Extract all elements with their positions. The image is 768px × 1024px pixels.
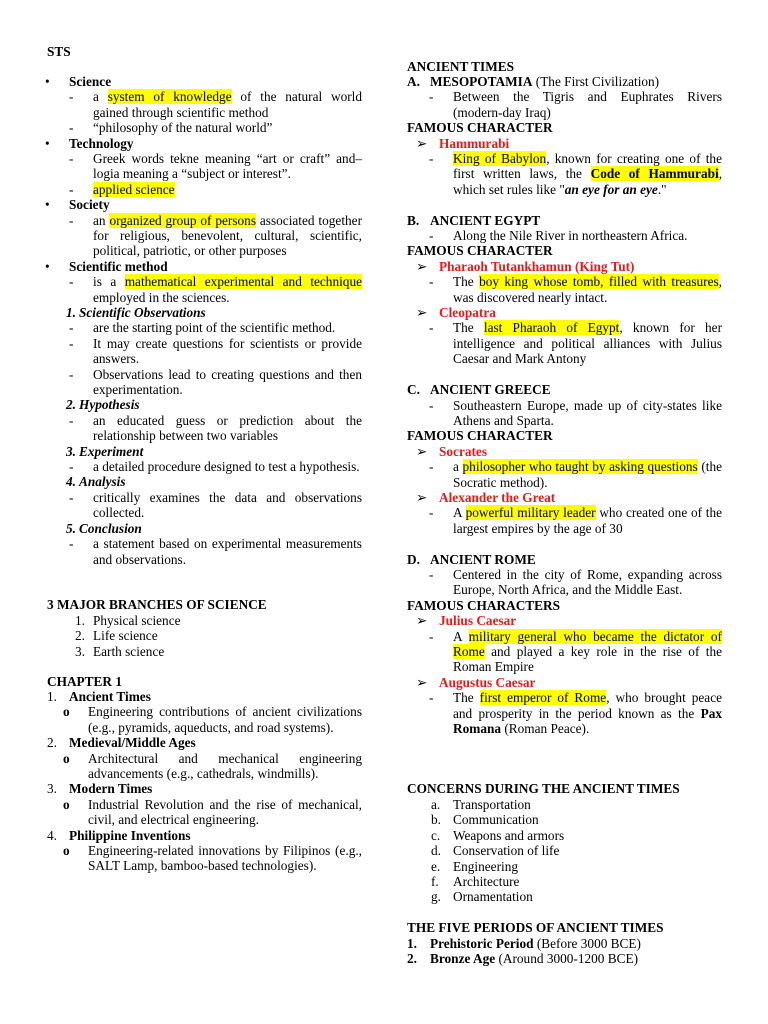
concern-letter: e. xyxy=(431,858,441,874)
section-letter: C. xyxy=(407,382,420,398)
chapter-item-text: Medieval/Middle Ages xyxy=(69,735,196,751)
dash-icon: - xyxy=(69,412,74,428)
famous-character-label: FAMOUS CHARACTER xyxy=(407,120,553,136)
period-number: 1. xyxy=(407,936,417,951)
section-spacer xyxy=(407,536,722,551)
civilization-location-text: Along the Nile River in northeastern Africa. xyxy=(453,228,688,244)
step-number: 1. xyxy=(66,305,76,320)
character-name xyxy=(407,490,722,505)
bullet-icon: • xyxy=(45,197,50,213)
character-description xyxy=(407,274,722,305)
concern-letter: b. xyxy=(431,812,441,828)
highlighted-text: military general who became the dictator of Rome xyxy=(453,628,722,659)
branch-item xyxy=(47,613,362,628)
step-item-text: It may create questions for scientists or provide answers. xyxy=(93,335,362,367)
step-item xyxy=(47,336,362,367)
famous-character-label: FAMOUS CHARACTERS xyxy=(407,597,561,613)
highlighted-text: mathematical experimental and technique xyxy=(124,274,363,290)
circle-bullet-icon: o xyxy=(63,843,70,859)
definition-item-text xyxy=(93,182,362,197)
method-step-text: Analysis xyxy=(79,474,126,490)
bold-italic-text: an eye for an eye xyxy=(564,181,658,197)
definition-item-text: an organized group of persons associated together for religious, benevolent, cultural, scientific, political, patriotic, or other purposes xyxy=(93,212,362,259)
bold-text: Pax Romana xyxy=(453,705,722,737)
character-name-text: Augustus Caesar xyxy=(439,674,536,690)
dash-icon: - xyxy=(429,274,434,290)
highlighted-text: first emperor of Rome xyxy=(479,690,607,706)
concern-item-text: Ornamentation xyxy=(453,889,533,905)
concern-letter: a. xyxy=(431,797,441,812)
step-item-text: Observations lead to creating questions and then experimentation. xyxy=(93,366,362,398)
civilization-location-text: Between the Tigris and Euphrates Rivers (modern-day Iraq) xyxy=(453,89,722,120)
branch-item-text: Physical science xyxy=(93,613,181,628)
concern-item xyxy=(407,812,722,827)
dash-icon: - xyxy=(429,690,434,706)
concerns-heading: CONCERNS DURING THE ANCIENT TIMES xyxy=(407,781,680,796)
civilization-location-text: Centered in the city of Rome, expanding across Europe, North Africa, and the Middle East. xyxy=(453,566,722,598)
chapter-item xyxy=(47,689,362,704)
definition-item xyxy=(47,182,362,197)
character-description-text: The last Pharaoh of Egypt, known for her intelligence and political alliances with Julius Caesar and Mark Antony xyxy=(453,320,723,367)
chapter-number: 3. xyxy=(47,781,57,797)
definition-item xyxy=(47,151,362,182)
chapter-item-text: Modern Times xyxy=(69,781,153,797)
civilization-location xyxy=(407,89,722,120)
branch-number: 1. xyxy=(75,613,85,628)
period-item xyxy=(407,936,722,951)
character-description xyxy=(407,320,722,366)
dash-icon: - xyxy=(69,335,74,351)
chapter-item xyxy=(47,781,362,796)
civilization-location xyxy=(407,398,722,429)
method-step-text: Hypothesis xyxy=(79,397,140,413)
highlighted-text: philosopher who taught by asking questions xyxy=(462,459,698,475)
step-item xyxy=(47,367,362,398)
dash-icon: - xyxy=(69,320,74,336)
civilization-subtitle: (The First Civilization) xyxy=(532,74,660,89)
step-item xyxy=(47,536,362,567)
highlighted-text: organized group of persons xyxy=(109,212,257,228)
branch-number: 3. xyxy=(75,643,85,659)
chapter-number: 1. xyxy=(47,689,57,704)
step-number: 3. xyxy=(66,443,76,459)
character-description-text: A military general who became the dictator of Rome and played a key role in the rise of the Roman Empire xyxy=(453,628,722,675)
method-step xyxy=(47,474,362,489)
periods-list xyxy=(407,936,722,967)
step-number: 4. xyxy=(66,474,76,490)
definition-term xyxy=(47,136,362,151)
famous-character-label: FAMOUS CHARACTER xyxy=(407,428,553,444)
dash-icon: - xyxy=(69,151,74,167)
character-description-text: The first emperor of Rome, who brought peace and prosperity in the period known as the Pax Romana (Roman Peace). xyxy=(453,690,723,737)
chapter-subitem xyxy=(47,843,362,874)
character-description xyxy=(407,629,722,675)
step-item xyxy=(47,490,362,521)
definition-item xyxy=(47,274,362,305)
branch-item-text: Life science xyxy=(93,628,158,644)
method-step-text: Scientific Observations xyxy=(79,305,206,320)
step-item xyxy=(47,459,362,474)
bullet-icon: • xyxy=(45,258,50,274)
dash-icon: - xyxy=(69,89,74,105)
arrow-bullet-icon: ➢ xyxy=(416,258,428,274)
chapter-heading: CHAPTER 1 xyxy=(47,674,122,689)
character-name-text: Julius Caesar xyxy=(439,613,517,629)
definition-term-text: Scientific method xyxy=(69,258,168,274)
civilization-heading xyxy=(407,213,722,228)
chapter-number: 4. xyxy=(47,827,57,843)
character-name xyxy=(407,259,722,274)
step-number: 2. xyxy=(66,397,76,413)
concern-item xyxy=(407,828,722,843)
highlighted-text: last Pharaoh of Egypt xyxy=(483,320,620,336)
chapter-subitem-text: Engineering-related innovations by Filipinos (e.g., SALT Lamp, bamboo-based technologies). xyxy=(88,843,362,874)
method-step xyxy=(47,397,362,412)
chapter-subitem-text: Engineering contributions of ancient civilizations (e.g., pyramids, aqueducts, and road systems). xyxy=(88,704,362,735)
period-item xyxy=(407,951,722,966)
character-description-text: a philosopher who taught by asking questions (the Socratic method). xyxy=(453,459,722,490)
dash-icon: - xyxy=(69,181,74,197)
branch-item-text: Earth science xyxy=(93,643,165,659)
concern-item-text: Engineering xyxy=(453,858,518,874)
bullet-icon: • xyxy=(45,74,50,89)
dash-icon: - xyxy=(69,366,74,382)
character-description xyxy=(407,690,722,736)
character-name xyxy=(407,613,722,628)
arrow-bullet-icon: ➢ xyxy=(416,674,428,690)
arrow-bullet-icon: ➢ xyxy=(416,443,428,459)
civilization-location xyxy=(407,567,722,598)
character-description xyxy=(407,459,722,490)
character-description xyxy=(407,151,722,197)
character-description xyxy=(407,505,722,536)
circle-bullet-icon: o xyxy=(63,704,70,720)
chapter-subitem xyxy=(47,751,362,782)
dash-icon: - xyxy=(429,151,434,167)
dash-icon: - xyxy=(429,228,434,244)
highlighted-bold-text: Code of Hammurabi xyxy=(590,166,719,182)
arrow-bullet-icon: ➢ xyxy=(416,489,428,505)
character-name-text: Hammurabi xyxy=(439,135,510,151)
section-spacer xyxy=(407,197,722,212)
section-letter: A. xyxy=(407,74,420,89)
concern-item-text: Transportation xyxy=(453,797,531,812)
chapter-list xyxy=(47,689,362,874)
dash-icon: - xyxy=(69,459,74,475)
definition-term xyxy=(47,74,362,89)
concern-item xyxy=(407,889,722,904)
civilization-heading xyxy=(407,552,722,567)
concern-item xyxy=(407,859,722,874)
bullet-icon: • xyxy=(45,135,50,151)
dash-icon: - xyxy=(429,505,434,521)
dash-icon: - xyxy=(69,536,74,552)
branches-heading: 3 MAJOR BRANCHES OF SCIENCE xyxy=(47,597,267,612)
section-letter: D. xyxy=(407,551,420,567)
civilization-location xyxy=(407,228,722,243)
concern-item-text: Communication xyxy=(453,812,539,828)
civilization-heading-text: MESOPOTAMIA (The First Civilization) xyxy=(430,74,660,89)
concern-letter: f. xyxy=(431,874,439,890)
method-step-text: Experiment xyxy=(79,443,144,459)
branch-item xyxy=(47,628,362,643)
method-step xyxy=(47,444,362,459)
step-item xyxy=(47,320,362,335)
definition-item xyxy=(47,213,362,259)
definitions-list xyxy=(47,74,362,305)
period-item-text xyxy=(430,936,722,951)
definition-item-text: is a mathematical experimental and technique employed in the sciences. xyxy=(93,274,363,305)
concern-letter: g. xyxy=(431,889,441,905)
definition-term-text: Science xyxy=(69,74,112,89)
character-description-text: The boy king whose tomb, filled with treasures, was discovered nearly intact. xyxy=(453,274,722,305)
definition-term xyxy=(47,259,362,274)
dash-icon: - xyxy=(69,120,74,136)
chapter-item-text: Ancient Times xyxy=(69,689,151,704)
method-step xyxy=(47,521,362,536)
definition-item xyxy=(47,120,362,135)
period-number: 2. xyxy=(407,951,417,967)
circle-bullet-icon: o xyxy=(63,750,70,766)
chapter-item xyxy=(47,735,362,750)
concerns-list xyxy=(407,797,722,905)
step-number: 5. xyxy=(66,520,76,536)
periods-heading: THE FIVE PERIODS OF ANCIENT TIMES xyxy=(407,920,664,935)
step-item-text: a statement based on experimental measurements and observations. xyxy=(93,536,362,567)
period-dates: (Before 3000 BCE) xyxy=(533,936,641,951)
circle-bullet-icon: o xyxy=(63,796,70,812)
period-dates: (Around 3000-1200 BCE) xyxy=(495,951,639,967)
civilization-heading xyxy=(407,74,722,89)
famous-character-label: FAMOUS CHARACTER xyxy=(407,243,553,259)
definition-item-text: a system of knowledge of the natural world gained through scientific method xyxy=(93,89,362,120)
character-name xyxy=(407,675,722,690)
definition-term-text: Technology xyxy=(69,135,134,151)
character-description-text: King of Babylon, known for creating one of the first written laws, the Code of Hammurabi, which set rules like "an eye for an eye." xyxy=(453,151,723,197)
method-step-text: Conclusion xyxy=(79,520,142,536)
character-name-text: Pharaoh Tutankhamun (King Tut) xyxy=(439,258,635,274)
character-name-text: Cleopatra xyxy=(439,305,496,321)
concern-letter: d. xyxy=(431,843,441,859)
civilization-heading-text: ANCIENT EGYPT xyxy=(430,212,541,228)
chapter-number: 2. xyxy=(47,735,57,751)
chapter-subitem-text: Industrial Revolution and the rise of mechanical, civil, and electrical engineering. xyxy=(88,796,362,828)
chapter-subitem xyxy=(47,704,362,735)
method-step xyxy=(47,305,362,320)
character-name xyxy=(407,444,722,459)
civilization-heading-text: ANCIENT GREECE xyxy=(430,382,551,398)
concern-item-text: Weapons and armors xyxy=(453,827,565,843)
definition-term xyxy=(47,197,362,212)
dash-icon: - xyxy=(429,459,434,475)
step-item-text: critically examines the data and observations collected. xyxy=(93,489,362,521)
civilization-location-text: Southeastern Europe, made up of city-states like Athens and Sparta. xyxy=(453,397,722,428)
arrow-bullet-icon: ➢ xyxy=(416,613,428,629)
civilization-heading xyxy=(407,382,722,397)
dash-icon: - xyxy=(429,566,434,582)
concern-item-text: Conservation of life xyxy=(453,843,560,859)
dash-icon: - xyxy=(69,489,74,505)
step-item xyxy=(47,413,362,444)
branch-item xyxy=(47,644,362,659)
civilization-heading-text: ANCIENT ROME xyxy=(430,551,536,567)
definition-item-text: Greek words tekne meaning “art or craft” and– logia meaning a “subject or interest”. xyxy=(93,151,362,182)
highlighted-text: system of knowledge xyxy=(107,89,232,105)
concern-item xyxy=(407,874,722,889)
civilizations-list xyxy=(407,74,722,736)
dash-icon: - xyxy=(429,89,434,105)
dash-icon: - xyxy=(69,212,74,228)
period-item-text xyxy=(430,951,722,966)
dash-icon: - xyxy=(69,274,74,290)
step-item-text: a detailed procedure designed to test a hypothesis. xyxy=(93,459,360,475)
scientific-method-steps xyxy=(47,305,362,567)
definition-item-text: “philosophy of the natural world” xyxy=(93,120,273,136)
character-name-text: Alexander the Great xyxy=(439,489,556,505)
chapter-subitem-text: Architectural and mechanical engineering advancements (e.g., cathedrals, windmills). xyxy=(88,750,362,782)
highlighted-text: applied science xyxy=(93,181,175,197)
chapter-subitem xyxy=(47,797,362,828)
step-item-text: are the starting point of the scientific method. xyxy=(93,320,336,336)
branches-list xyxy=(47,613,362,659)
dash-icon: - xyxy=(429,397,434,413)
period-name: Prehistoric Period xyxy=(430,936,534,951)
ancient-times-heading: ANCIENT TIMES xyxy=(407,59,515,74)
concern-item-text: Architecture xyxy=(453,874,520,890)
branch-number: 2. xyxy=(75,628,85,644)
definition-item xyxy=(47,89,362,120)
dash-icon: - xyxy=(429,628,434,644)
concern-item xyxy=(407,843,722,858)
character-name-text: Socrates xyxy=(439,443,487,459)
dash-icon: - xyxy=(429,320,434,336)
concern-letter: c. xyxy=(431,827,441,843)
arrow-bullet-icon: ➢ xyxy=(416,305,428,321)
highlighted-text: powerful military leader xyxy=(465,505,596,521)
section-spacer xyxy=(407,367,722,382)
highlighted-text: boy king whose tomb, filled with treasures xyxy=(479,274,719,290)
concern-item xyxy=(407,797,722,812)
definition-term-text: Society xyxy=(69,197,110,213)
highlighted-text: King of Babylon xyxy=(453,151,547,167)
character-description-text: A powerful military leader who created one of the largest empires by the age of 30 xyxy=(453,505,722,536)
document-title: STS xyxy=(47,44,71,59)
character-name xyxy=(407,305,722,320)
step-item-text: an educated guess or prediction about the relationship between two variables xyxy=(93,412,362,444)
section-letter: B. xyxy=(407,212,420,228)
character-name xyxy=(407,136,722,151)
chapter-item-text: Philippine Inventions xyxy=(69,827,191,843)
period-name: Bronze Age xyxy=(430,951,496,967)
arrow-bullet-icon: ➢ xyxy=(416,135,428,151)
chapter-item xyxy=(47,828,362,843)
